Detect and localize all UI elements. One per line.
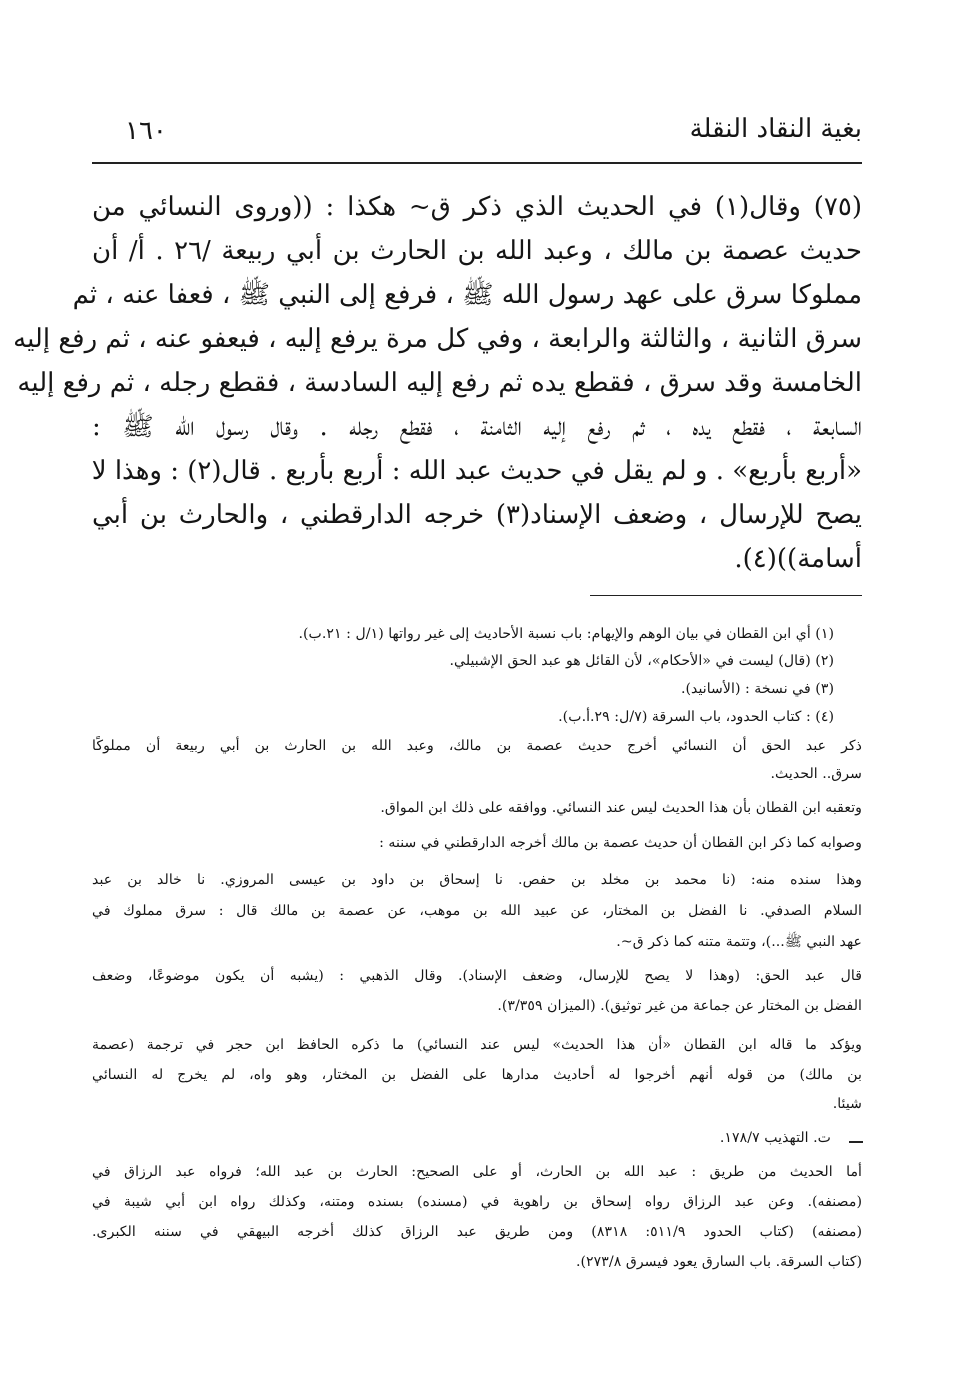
page-number: ١٦٠: [125, 116, 167, 146]
footnote-separator: [590, 595, 862, 596]
main-line: (٧٥) وقال(١) في الحديث الذي ذكر ق~ هكذا : ((وروى النسائي من: [92, 192, 862, 222]
footnote-2: (٢) (قال) ليست في «الأحكام»، لأن القائل هو عبد الحق الإشبيلي.: [449, 653, 834, 669]
footnote-1: (١) أي ابن القطان في بيان الوهم والإيهام: باب نسبة الأحاديث إلى غير رواتها (١/ل : ٢١.ب).: [298, 626, 834, 642]
main-line: مملوكا سرق على عهد رسول الله ﷺ ، فرفع إلى النبي ﷺ ، فعفا عنه ، ثم: [72, 280, 862, 310]
main-line: «أربع بأربع» . و لم يقل في حديث عبد الله : أربع بأربع . قال(٢) : وهذا لا: [91, 456, 862, 486]
note-line: (مصنفه) (كتاب الحدود ٥١١/٩: ٨٣١٨) ومن طريق عبد الرزاق كذلك أخرجه البيهقي في سننه الكبرى.: [92, 1224, 863, 1240]
note-line: السلام الصدفي. نا الفضل بن المختار، عن عبيد الله بن موهب، عن عصمة بن مالك قال : سرق مملوك في: [92, 903, 862, 919]
dash-mark: [849, 1141, 863, 1143]
main-line: أسامة))(٤).: [734, 544, 862, 574]
note-line: وهذا سنده منه: (نا محمد بن مخلد بن حفص. نا إسحاق بن داود بن عيسى المروزي. نا خالد بن عبد: [92, 872, 862, 888]
book-title: بغية النقاد النقلة: [689, 114, 862, 144]
main-line: يصح للإرسال ، وضعف الإسناد(٣) خرجه الدارقطني ، والحارث بن أبي: [92, 500, 862, 530]
main-line: الخامسة وقد سرق ، فقطع يده ثم رفع إليه السادسة ، فقطع رجله ، ثم رفع إليه: [17, 368, 862, 398]
note-line: بن مالك) من قوله أنهم أخرجوا له أحاديث مدارها على الفضل بن المختار، وهو واه، لم يخرج له النسائي: [92, 1067, 862, 1083]
main-line: سرق الثانية ، والثالثة والرابعة ، وفي كل مرة يرفع إليه ، فيعفو عنه ، ثم رفع إليه: [13, 324, 862, 354]
note-line: أما الحديث من طريق : عبد الله بن الحارث، أو على الصحيح: الحارث بن عبد الله؛ فرواه عبد الرزاق في: [92, 1164, 862, 1180]
note-line: (مصنفه). وعن عبد الرزاق رواه إسحاق بن راهوية في (مسنده) بسنده ومتنه، وكذلك رواه ابن أبي شيبة في: [92, 1194, 862, 1210]
note-line: وتعقبه ابن القطان بأن هذا الحديث ليس عند النسائي. ووافقه على ذلك ابن المواق.: [380, 800, 862, 816]
note-line: ذكر عبد الحق أن النسائي أخرج حديث عصمة بن مالك، وعبد الله بن الحارث بن أبي ربيعة أن مملوكًا: [92, 738, 862, 754]
note-line: سرق.. الحديث.: [770, 766, 862, 782]
main-line: السابعة ، فقطع يده ، ثم رفع إليه الثامنة ، فقطع رجله . وقال رسول الله ﷺ :: [92, 412, 862, 442]
note-line: شيئا.: [832, 1096, 862, 1112]
header-rule: [92, 162, 862, 164]
note-line: الفضل بن المختار عن جماعة من غير توثيق). (الميزان ٣/٣٥٩).: [497, 998, 862, 1014]
note-line: ويؤكد ما قاله ابن القطان «أن هذا الحديث» ليس عند النسائي) ما ذكره الحافظ ابن حجر في ترجمة (عصمة: [92, 1037, 862, 1053]
footnote-4: (٤) : كتاب الحدود، باب السرقة (٧/ل: ٢٩.أ.ب).: [558, 709, 834, 725]
note-line: ت. التهذيب ١٧٨/٧.: [719, 1130, 831, 1146]
note-line: وصوابه كما ذكر ابن القطان أن حديث عصمة بن مالك أخرجه الدارقطني في سننه :: [379, 835, 862, 851]
note-line: (كتاب السرقة. باب السارق يعود فيسرق ٢٧٣/٨).: [576, 1254, 862, 1270]
note-line: عهد النبي ﷺ...)، وتتمة متنه كما ذكر ق~.: [616, 934, 862, 950]
main-line: حديث عصمة بن مالك ، وعبد الله بن الحارث بن أبي ربيعة /٢٦ . أ/ أن: [92, 236, 862, 266]
note-line: قال عبد الحق: (وهذا لا يصح للإرسال، وضعف الإسناد). وقال الذهبي : (يشبه أن يكون موضوعًا، وضعف: [92, 968, 862, 984]
footnote-3: (٣) في نسخة : (الأسانيد).: [680, 681, 834, 697]
